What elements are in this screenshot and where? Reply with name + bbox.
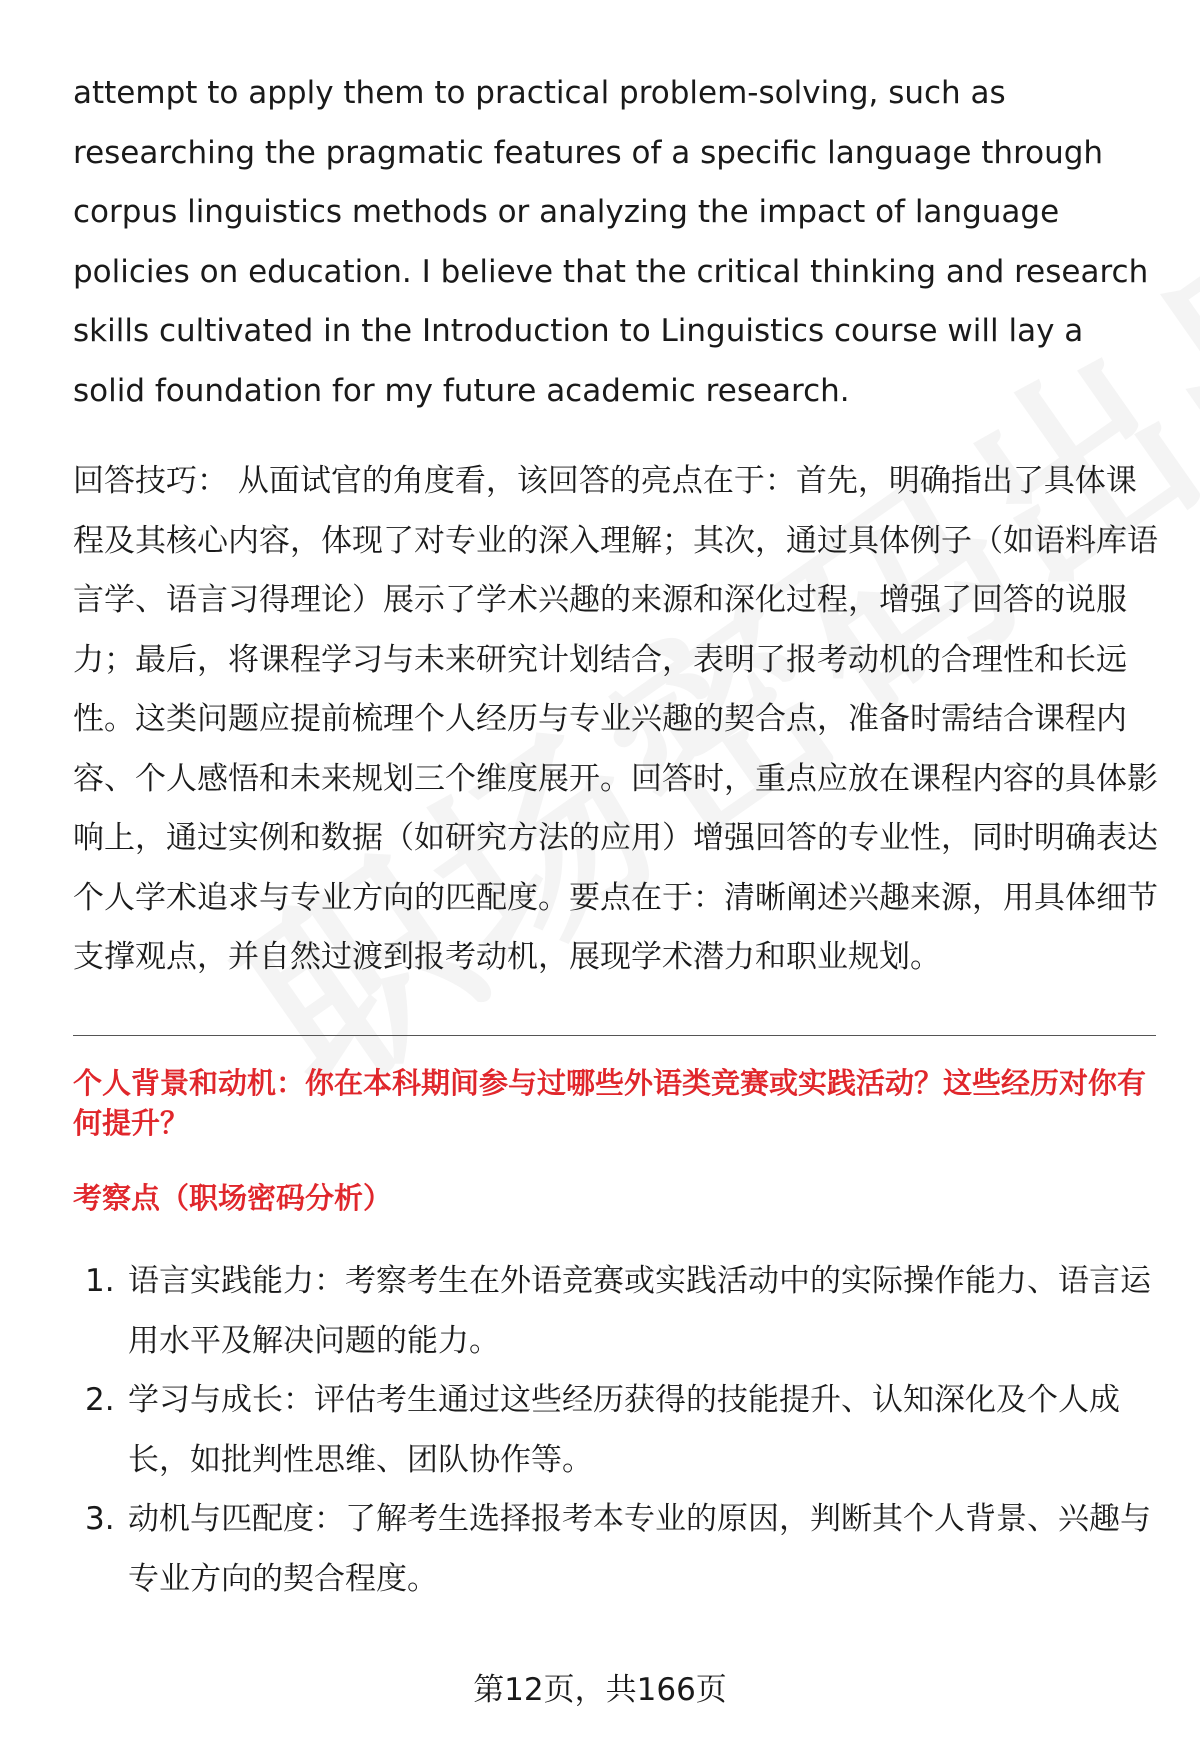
page-number-footer: 第12页，共166页 [473,1672,727,1708]
assessment-points-list [73,1252,1163,1609]
list-item-text: 学习与成长：评估考生通过这些经历获得的技能提升、认知深化及个人成长，如批判性思维、团队协作等。 [128,1382,1120,1478]
english-answer-paragraph: attempt to apply them to practical problem-solving, such as researching the pragmatic features of a specific language through corpus linguistics methods or analyzing the impact of language policies on education. I believe that the critical thinking and research skills cultivated in the Introduction to Linguistics course will lay a solid foundation for my future academic research. [73,75,1149,409]
list-item [73,1371,1163,1490]
list-item-text: 语言实践能力：考察考生在外语竞赛或实践活动中的实际操作能力、语言运用水平及解决问题的能力。 [128,1263,1151,1359]
list-item [73,1252,1163,1371]
list-item-number: 2. [85,1382,115,1418]
list-item-text: 动机与匹配度：了解考生选择报考本专业的原因，判断其个人背景、兴趣与专业方向的契合程度。 [128,1501,1151,1597]
section-divider [73,1035,1156,1036]
list-item-number: 3. [85,1501,115,1537]
list-item-number: 1. [85,1263,115,1299]
assessment-points-heading: 考察点（职场密码分析） [73,1181,393,1215]
interview-question: 个人背景和动机：你在本科期间参与过哪些外语类竞赛或实践活动？这些经历对你有何提升？ [73,1066,1147,1140]
list-item [73,1490,1163,1609]
answer-tips-paragraph: 回答技巧： 从面试官的角度看，该回答的亮点在于：首先，明确指出了具体课程及其核心内容，体现了对专业的深入理解；其次，通过具体例子（如语料库语言学、语言习得理论）展示了学术兴趣的来源和深化过程，增强了回答的说服力；最后，将课程学习与未来研究计划结合，表明了报考动机的合理性和长远性。这类问题应提前梳理个人经历与专业兴趣的契合点，准备时需结合课程内容、个人感悟和未来规划三个维度展开。回答时，重点应放在课程内容的具体影响上，通过实例和数据（如研究方法的应用）增强回答的专业性，同时明确表达个人学术追求与专业方向的匹配度。要点在于：清晰阐述兴趣来源，用具体细节支撑观点，并自然过渡到报考动机，展现学术潜力和职业规划。 [73,463,1158,975]
